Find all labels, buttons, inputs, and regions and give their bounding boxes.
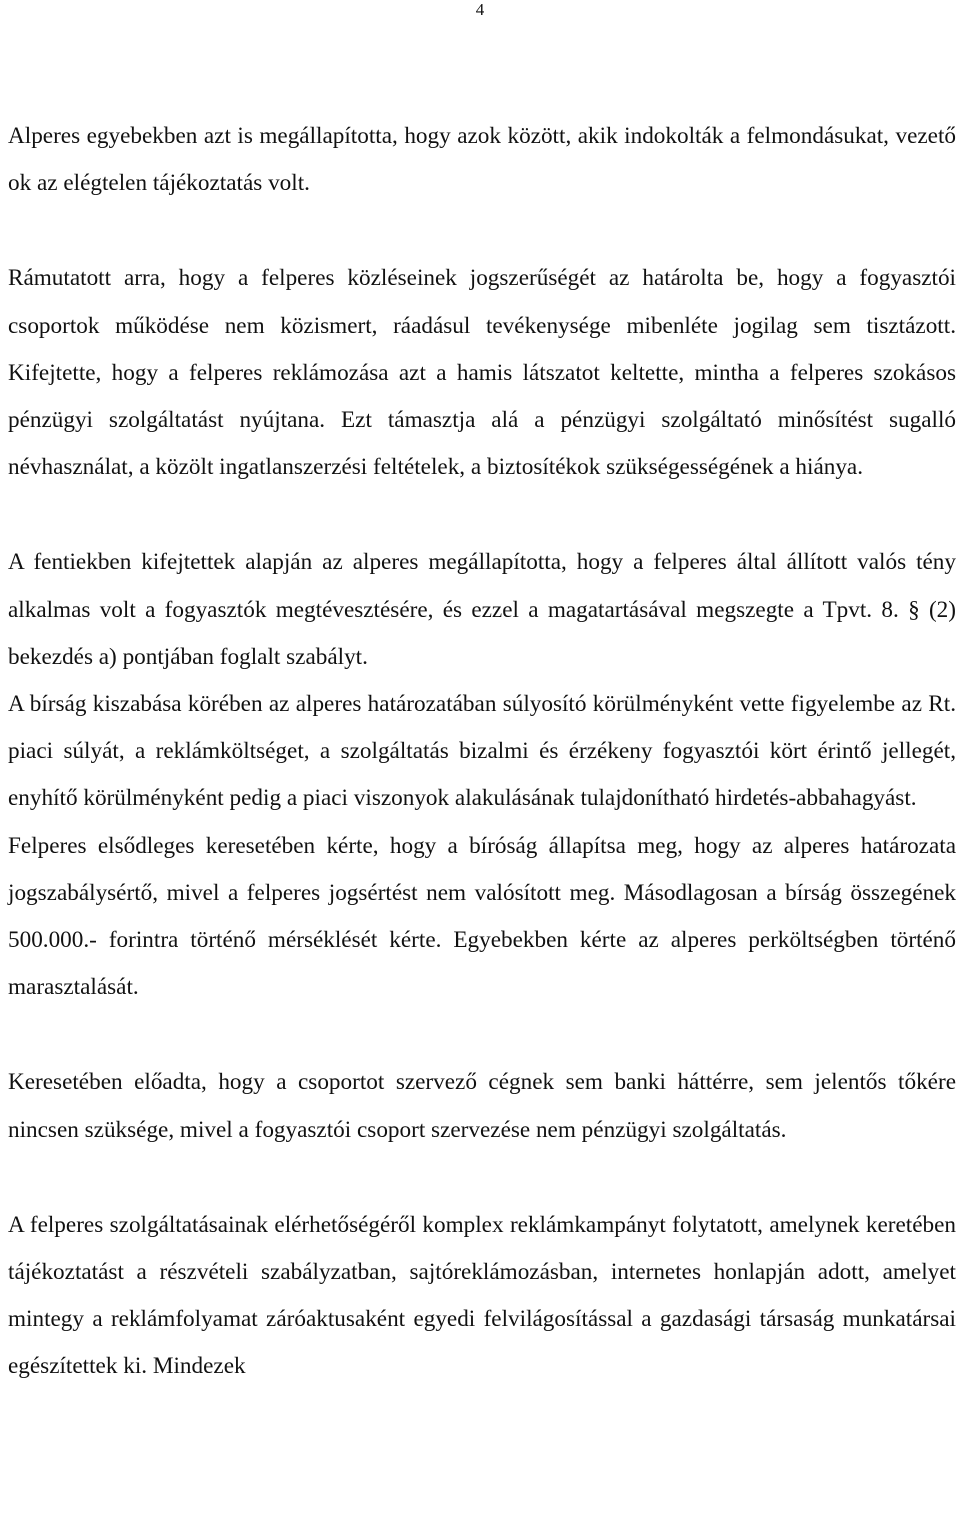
- paragraph-1: Alperes egyebekben azt is megállapította, hogy azok között, akik indokolták a felmondásukat, vezető ok az elégtelen tájékoztatás volt.: [8, 123, 956, 197]
- paragraph-7: A felperes szolgáltatásainak elérhetőségéről komplex reklámkampányt folytatott, amelynek keretében tájékoztatást a részvételi szabályzatban, sajtóreklámozásban, internetes honlapján adott, amelyet mintegy a reklámfolyamat záróaktusaként egyedi felvilágosítással a gazdasági társaság munkatársai egészítettek ki. Mindezek: [8, 1211, 956, 1380]
- paragraph-gap: [8, 1154, 956, 1202]
- paragraph-gap: [8, 1011, 956, 1059]
- document-body: [8, 113, 956, 1391]
- paragraph-6: Keresetében előadta, hogy a csoportot szervező cégnek sem banki háttérre, sem jelentős tőkére nincsen szüksége, mivel a fogyasztói csoport szervezése nem pénzügyi szolgáltatás.: [8, 1069, 956, 1143]
- paragraph-3: A fentiekben kifejtettek alapján az alperes megállapította, hogy a felperes által állított valós tény alkalmas volt a fogyasztók megtévesztésére, és ezzel a magatartásával megszegte a Tpvt. 8. § (2) bekezdés a) pontjában foglalt szabályt.: [8, 549, 956, 670]
- paragraph-2: Rámutatott arra, hogy a felperes közléseinek jogszerűségét az határolta be, hogy a fogyasztói csoportok működése nem közismert, ráadásul tevékenysége mibenléte jogilag sem tisztázott. Kifejtette, hogy a felperes reklámozása azt a hamis látszatot keltette, mintha a felperes szokásos pénzügyi szolgáltatást nyújtana. Ezt támasztja alá a pénzügyi szolgáltató minősítést sugalló névhasználat, a közölt ingatlanszerzési feltételek, a biztosítékok szükségességének a hiánya.: [8, 265, 956, 481]
- page-number: 4: [475, 0, 485, 19]
- paragraph-gap: [8, 207, 956, 255]
- paragraph-5: Felperes elsődleges keresetében kérte, hogy a bíróság állapítsa meg, hogy az alperes határozata jogszabálysértő, mivel a felperes jogsértést nem valósított meg. Másodlagosan a bírság összegének 500.000.- forintra történő mérséklését kérte. Egyebekben kérte az alperes perköltségben történő marasztalását.: [8, 832, 956, 1001]
- paragraph-4: A bírság kiszabása körében az alperes határozatában súlyosító körülményként vette figyelembe az Rt. piaci súlyát, a reklámköltséget, a szolgáltatás bizalmi és érzékeny fogyasztói kört érintő jellegét, enyhítő körülményként pedig a piaci viszonyok alakulásának tulajdonítható hirdetés-abbahagyást.: [8, 691, 956, 812]
- paragraph-gap: [8, 491, 956, 539]
